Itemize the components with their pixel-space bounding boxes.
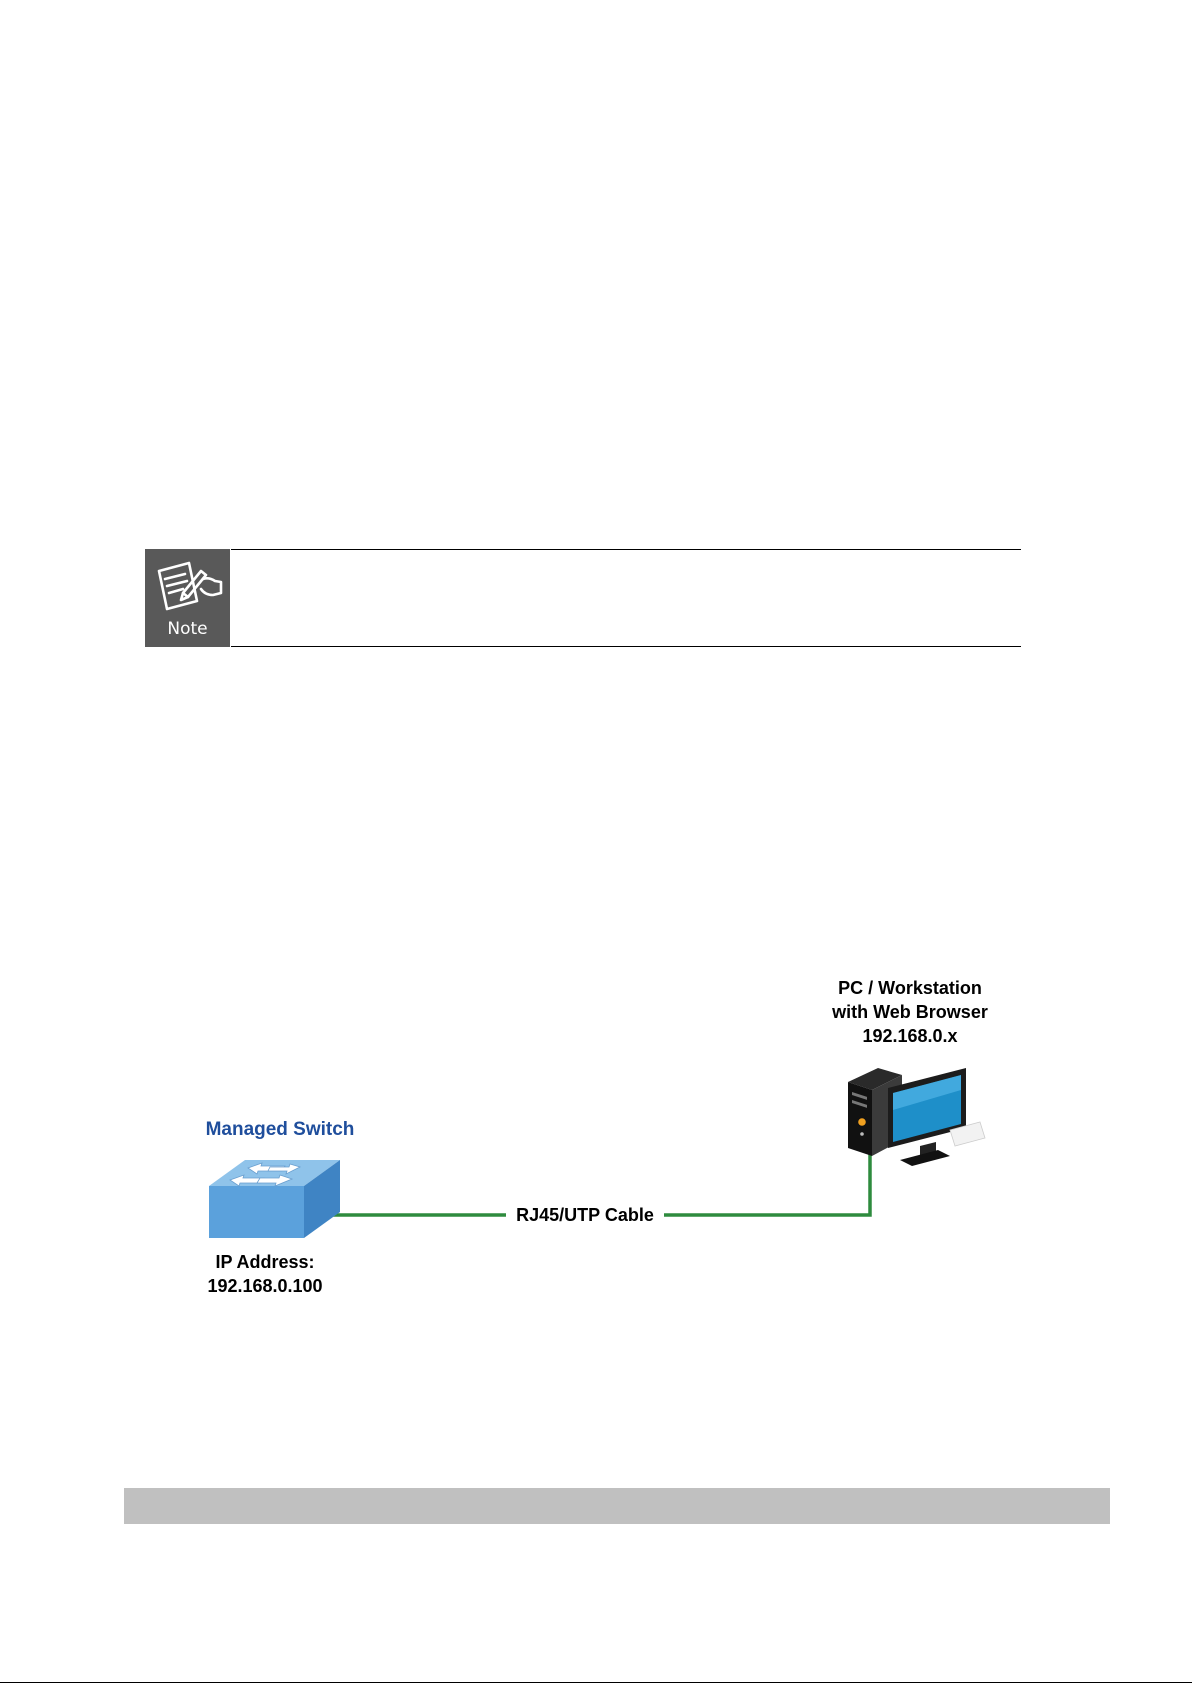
switch-ip-label xyxy=(180,1250,350,1298)
note-icon-label: Note xyxy=(167,619,208,639)
pc-label-line2: with Web Browser xyxy=(832,1002,988,1022)
pc-label xyxy=(800,976,1020,1048)
footer-bar xyxy=(124,1488,1110,1524)
cable-label: RJ45/UTP Cable xyxy=(506,1205,664,1225)
switch-ip-line2: 192.168.0.100 xyxy=(207,1276,323,1296)
pc-label-line1: PC / Workstation xyxy=(838,978,982,998)
switch-front-face xyxy=(209,1186,304,1238)
desktop-computer-icon xyxy=(848,1068,985,1166)
network-switch-icon xyxy=(209,1160,340,1238)
pc-label-line3: 192.168.0.x xyxy=(862,1026,958,1046)
switch-name-label: Managed Switch xyxy=(205,1119,355,1140)
cable-label-wrap xyxy=(500,1203,670,1227)
page-bottom-rule xyxy=(0,1682,1192,1683)
switch-ip-line1: IP Address: xyxy=(215,1252,315,1272)
